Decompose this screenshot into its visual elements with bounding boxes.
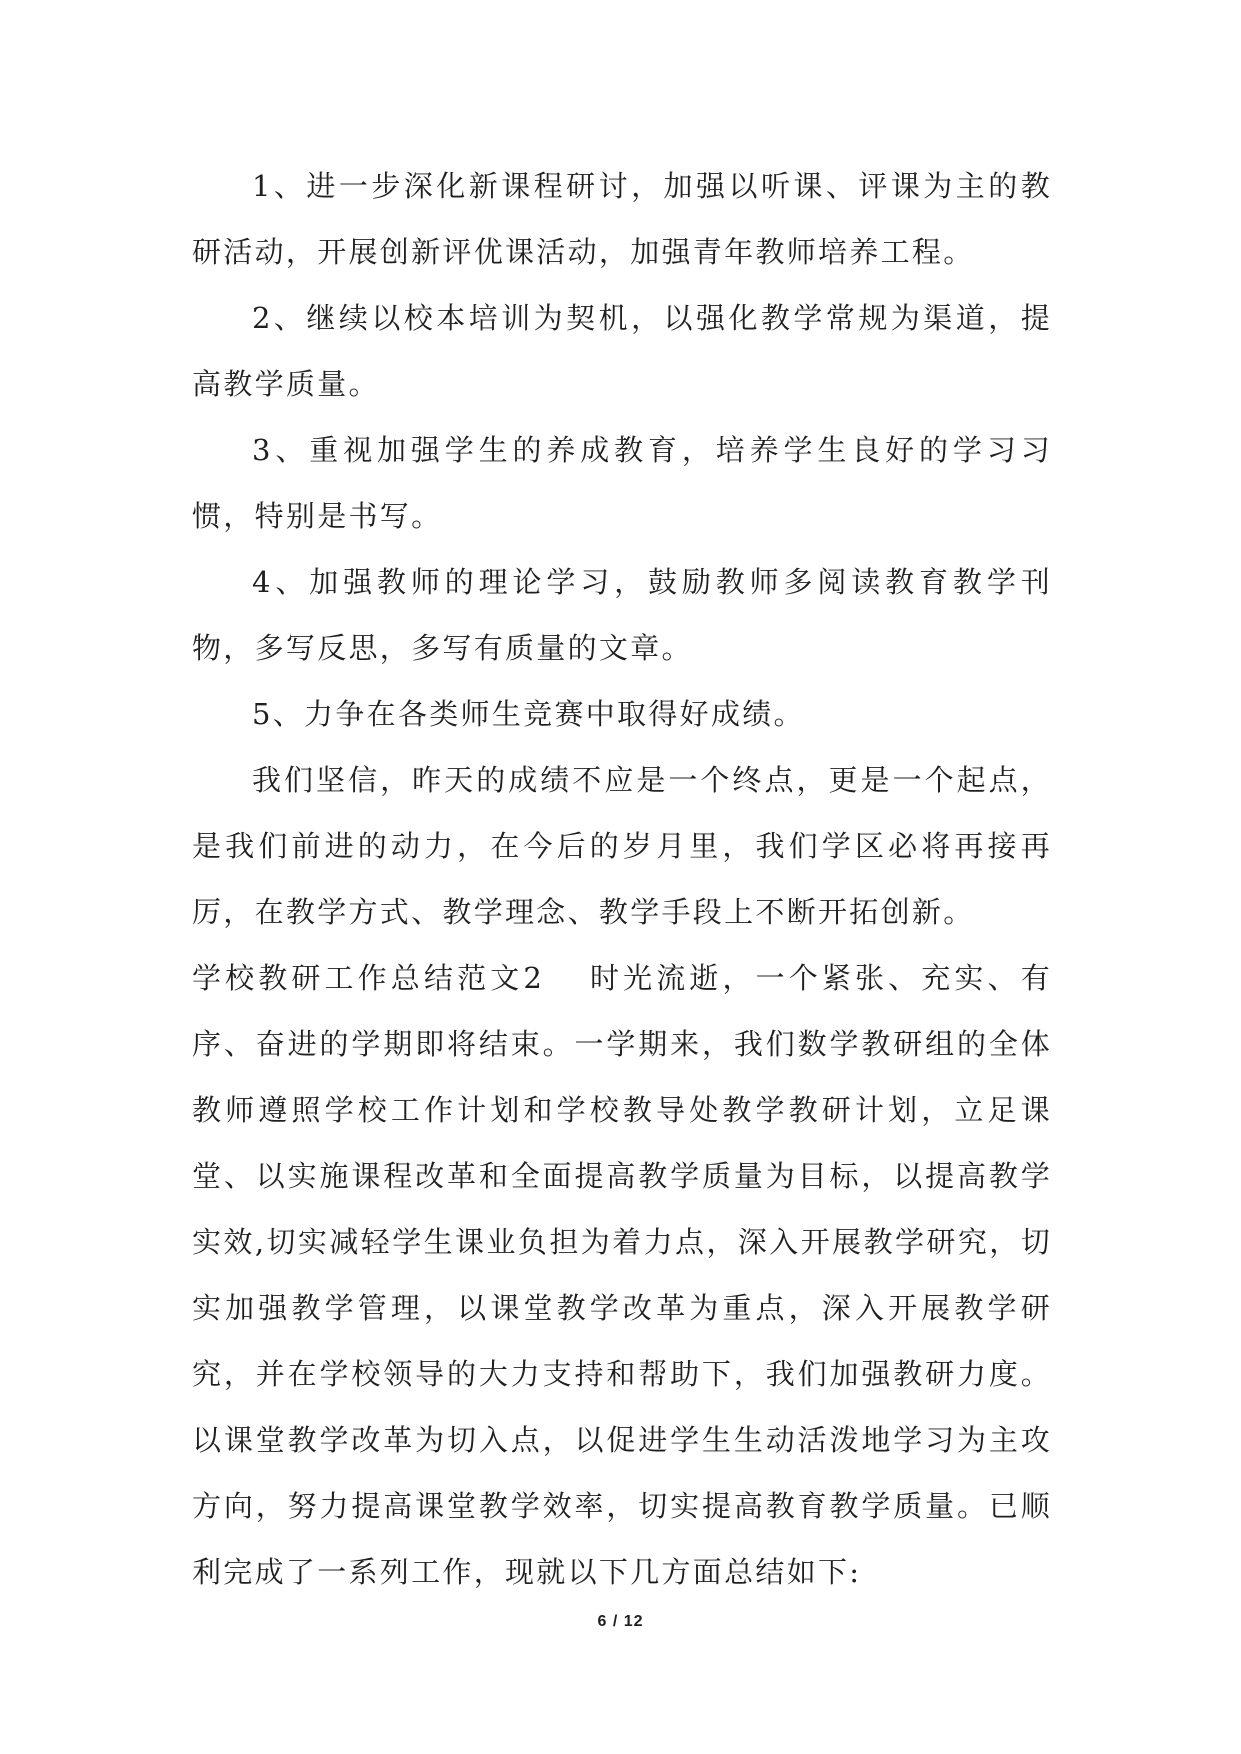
document-body [192, 153, 1052, 1605]
section-title: 学校教研工作总结范文2 [192, 961, 545, 995]
section-body: 时光流逝，一个紧张、充实、有序、奋进的学期即将结束。一学期来，我们数学教研组的全体教师遵照学校工作计划和学校教导处教学教研计划，立足课堂、以实施课程改革和全面提高教学质量为目标，以提高教学实效,切实减轻学生课业负担为着力点，深入开展教学研究，切实加强教学管理，以课堂教学改革为重点，深入开展教学研究，并在学校领导的大力支持和帮助下，我们加强教研力度。以课堂教学改革为切入点，以促进学生生动活泼地学习为主攻方向，努力提高课堂教学效率，切实提高教育教学质量。已顺利完成了一系列工作，现就以下几方面总结如下: [192, 961, 1052, 1589]
page-number: 6 / 12 [597, 1613, 644, 1630]
list-item: 3、重视加强学生的养成教育，培养学生良好的学习习惯，特别是书写。 [192, 433, 1052, 533]
list-item: 2、继续以校本培训为契机，以强化教学常规为渠道，提高教学质量。 [192, 301, 1052, 401]
section-paragraph [192, 945, 1052, 1605]
list-item: 5、力争在各类师生竞赛中取得好成绩。 [252, 697, 805, 731]
closing-paragraph: 我们坚信，昨天的成绩不应是一个终点，更是一个起点，是我们前进的动力，在今后的岁月里，我们学区必将再接再厉，在教学方式、教学理念、教学手段上不断开拓创新。 [192, 763, 1052, 929]
list-item: 1、进一步深化新课程研讨，加强以听课、评课为主的教研活动，开展创新评优课活动，加强青年教师培养工程。 [192, 169, 1052, 269]
list-item: 4、加强教师的理论学习，鼓励教师多阅读教育教学刊物，多写反思，多写有质量的文章。 [192, 565, 1052, 665]
